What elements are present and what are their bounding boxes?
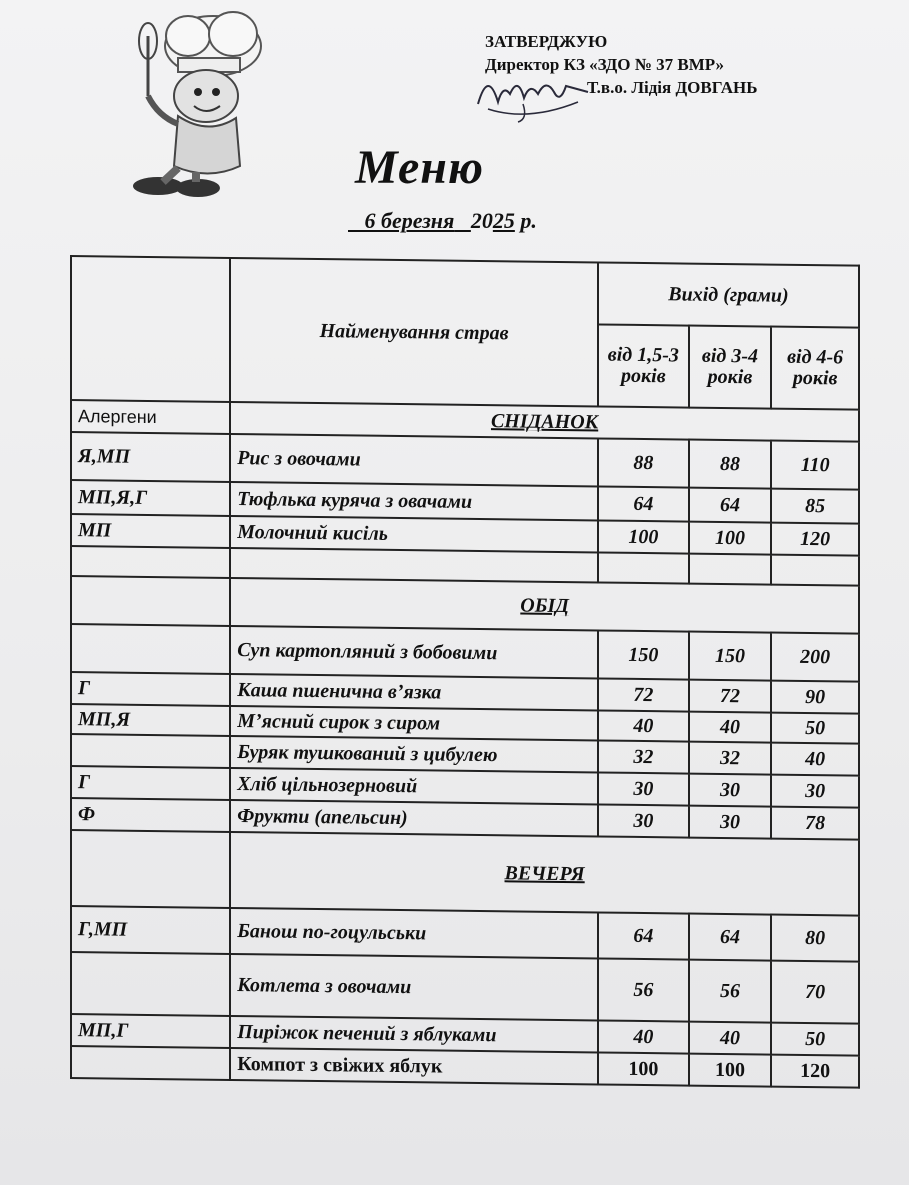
date-year-prefix: 20 [470, 208, 493, 233]
value-age3: 200 [771, 633, 859, 682]
section-empty-cell [71, 830, 230, 908]
value-age2: 56 [689, 960, 772, 1023]
value-age1: 40 [598, 1020, 689, 1053]
value-age2: 64 [689, 914, 772, 961]
value-age1: 56 [598, 958, 689, 1021]
value-age1: 150 [598, 630, 689, 679]
allergen-cell [71, 734, 230, 768]
dish-name: Котлета з овочами [230, 954, 598, 1020]
dish-name: Хліб цільнозерновий [230, 768, 598, 804]
allergen-cell: Г [71, 672, 230, 706]
value-age2: 100 [689, 522, 772, 555]
dish-name: Буряк тушкований з цибулею [230, 736, 598, 772]
section-lunch: ОБІД [230, 578, 859, 634]
value-age2: 150 [689, 632, 772, 681]
date-year-suffix: 25 [492, 208, 515, 233]
value-age2: 30 [689, 774, 772, 807]
value-age3: 120 [771, 523, 859, 556]
section-row-dinner [71, 830, 859, 916]
dish-name: Тюфлька куряча з овачами [230, 482, 598, 520]
value-age2: 40 [689, 1022, 772, 1055]
date-day: 6 березня [364, 208, 455, 233]
allergens-label: Алергени [71, 400, 230, 434]
allergen-cell [71, 1046, 230, 1080]
dish-name: Молочний кисіль [230, 516, 598, 552]
dish-name: Банош по-гоцульськи [230, 908, 598, 958]
dish-name: Пиріжок печений з яблуками [230, 1016, 598, 1052]
value-age1: 40 [598, 710, 689, 741]
value-age1: 64 [598, 486, 689, 521]
section-empty-cell [71, 576, 230, 626]
allergen-cell: МП [71, 514, 230, 548]
menu-date [348, 208, 537, 234]
approval-director: Директор КЗ «ЗДО № 37 ВМР» [485, 55, 725, 74]
handwritten-signature [468, 64, 608, 124]
allergen-cell: МП,Г [71, 1014, 230, 1048]
value-age1: 72 [598, 678, 689, 711]
allergen-cell: Г [71, 766, 230, 800]
dish-name: Рис з овочами [230, 434, 598, 486]
value-age2: 64 [689, 488, 772, 523]
value-age3: 110 [771, 441, 859, 490]
age-col-2: від 3-4 років [689, 326, 772, 409]
age-col-1: від 1,5-3 років [598, 324, 689, 407]
value-age3: 50 [771, 713, 859, 744]
value-age2: 30 [689, 806, 772, 839]
value-age3: 30 [771, 775, 859, 808]
header-dish-name: Найменування страв [230, 258, 598, 406]
value-age1: 100 [598, 520, 689, 553]
value-age3: 120 [771, 1055, 859, 1088]
value-age3: 70 [771, 961, 859, 1024]
approval-signer: Т.в.о. Лідія ДОВГАНЬ [587, 78, 758, 97]
value-age2: 100 [689, 1054, 772, 1087]
page-title: Меню [355, 141, 484, 194]
dish-name: Каша пшенична в’язка [230, 674, 598, 710]
section-breakfast: СНІДАНОК [230, 402, 859, 442]
value-age1: 30 [598, 804, 689, 837]
age-col-3: від 4-6 років [771, 327, 859, 410]
allergen-cell [71, 624, 230, 674]
section-dinner: ВЕЧЕРЯ [230, 832, 859, 916]
value-age2: 32 [689, 742, 772, 775]
dish-name: М’ясний сирок з сиром [230, 706, 598, 740]
menu-table [70, 255, 860, 1089]
allergen-cell: Ф [71, 798, 230, 832]
value-age2: 88 [689, 440, 772, 489]
dish-name: Суп картопляний з бобовими [230, 626, 598, 678]
value-age2: 72 [689, 680, 772, 713]
allergen-cell: МП,Я [71, 704, 230, 736]
dish-name: Компот з свіжих яблук [230, 1048, 598, 1084]
header-output: Вихід (грами) [598, 262, 859, 327]
table-row [71, 952, 859, 1024]
value-age3: 40 [771, 743, 859, 776]
value-age1: 30 [598, 772, 689, 805]
value-age3: 90 [771, 681, 859, 714]
value-age1: 64 [598, 912, 689, 959]
value-age3: 85 [771, 489, 859, 524]
value-age3: 50 [771, 1023, 859, 1056]
value-age1: 88 [598, 438, 689, 487]
date-unit: р. [520, 208, 537, 233]
allergen-cell [71, 952, 230, 1016]
value-age1: 32 [598, 740, 689, 773]
value-age2: 40 [689, 712, 772, 743]
value-age3: 80 [771, 915, 859, 962]
header-empty-cell [71, 256, 230, 402]
allergen-cell: Г,МП [71, 906, 230, 954]
dish-name: Фрукти (апельсин) [230, 800, 598, 836]
allergen-cell: Я,МП [71, 432, 230, 482]
approval-heading: ЗАТВЕРДЖУЮ [485, 32, 608, 51]
value-age3: 78 [771, 807, 859, 840]
allergen-cell: МП,Я,Г [71, 480, 230, 516]
value-age1: 100 [598, 1052, 689, 1085]
header-row [71, 256, 859, 328]
